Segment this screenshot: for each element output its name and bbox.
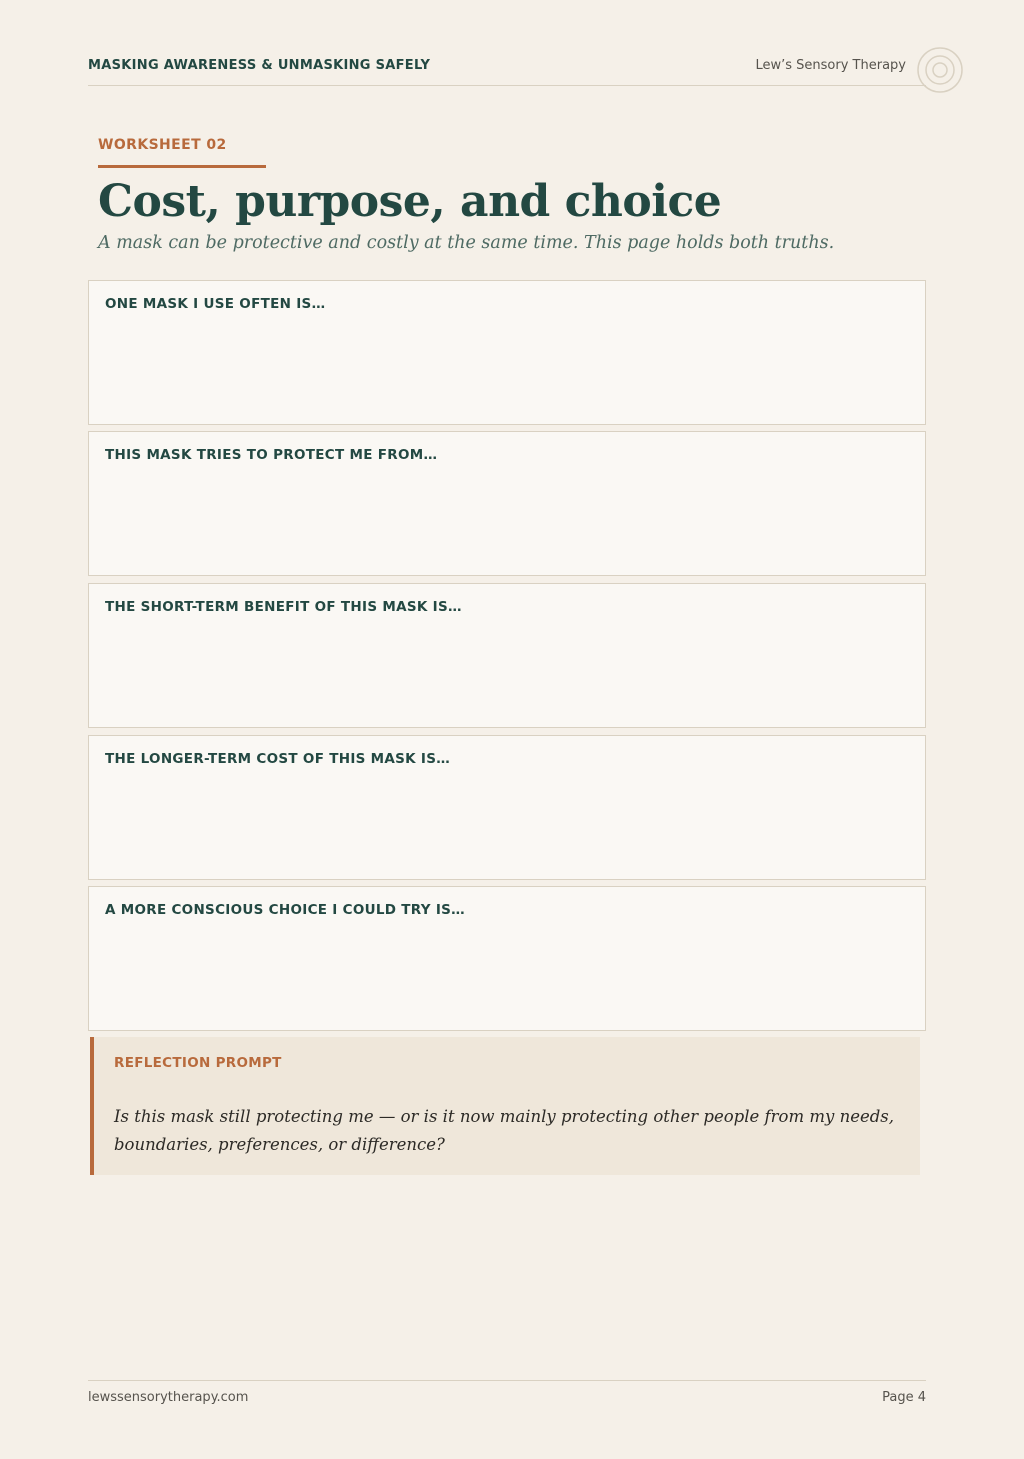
page-footer (88, 1380, 926, 1410)
reflection-prompt (90, 1037, 920, 1175)
response-box-protect[interactable] (88, 431, 926, 576)
concentric-circles-logo-icon (917, 47, 963, 93)
reflection-prompt-text: Is this mask still protecting me — or is it now mainly protecting other people from my needs, boundaries, preferences, or difference? (114, 1107, 894, 1154)
response-box-label: THE SHORT-TERM BENEFIT OF THIS MASK IS… (105, 599, 462, 615)
response-box-cost[interactable] (88, 735, 926, 880)
response-box-choice[interactable] (88, 886, 926, 1031)
response-box-label: A MORE CONSCIOUS CHOICE I COULD TRY IS… (105, 902, 465, 918)
header-brand: Lew’s Sensory Therapy (755, 58, 906, 73)
response-box-mask[interactable] (88, 280, 926, 425)
page-number: Page 4 (882, 1390, 926, 1405)
page-title: Cost, purpose, and choice (98, 176, 722, 227)
response-box-benefit[interactable] (88, 583, 926, 728)
header-title: MASKING AWARENESS & UNMASKING SAFELY (88, 58, 431, 73)
page-subtitle: A mask can be protective and costly at the same time. This page holds both truths. (98, 233, 835, 253)
response-box-label: THIS MASK TRIES TO PROTECT ME FROM… (105, 447, 438, 463)
worksheet-eyebrow: WORKSHEET 02 (98, 137, 227, 153)
response-box-label: THE LONGER-TERM COST OF THIS MASK IS… (105, 751, 451, 767)
page-header (88, 58, 926, 86)
footer-url: lewssensorytherapy.com (88, 1390, 249, 1405)
response-box-label: ONE MASK I USE OFTEN IS… (105, 296, 326, 312)
reflection-prompt-label: REFLECTION PROMPT (114, 1055, 282, 1071)
eyebrow-divider (98, 165, 266, 168)
